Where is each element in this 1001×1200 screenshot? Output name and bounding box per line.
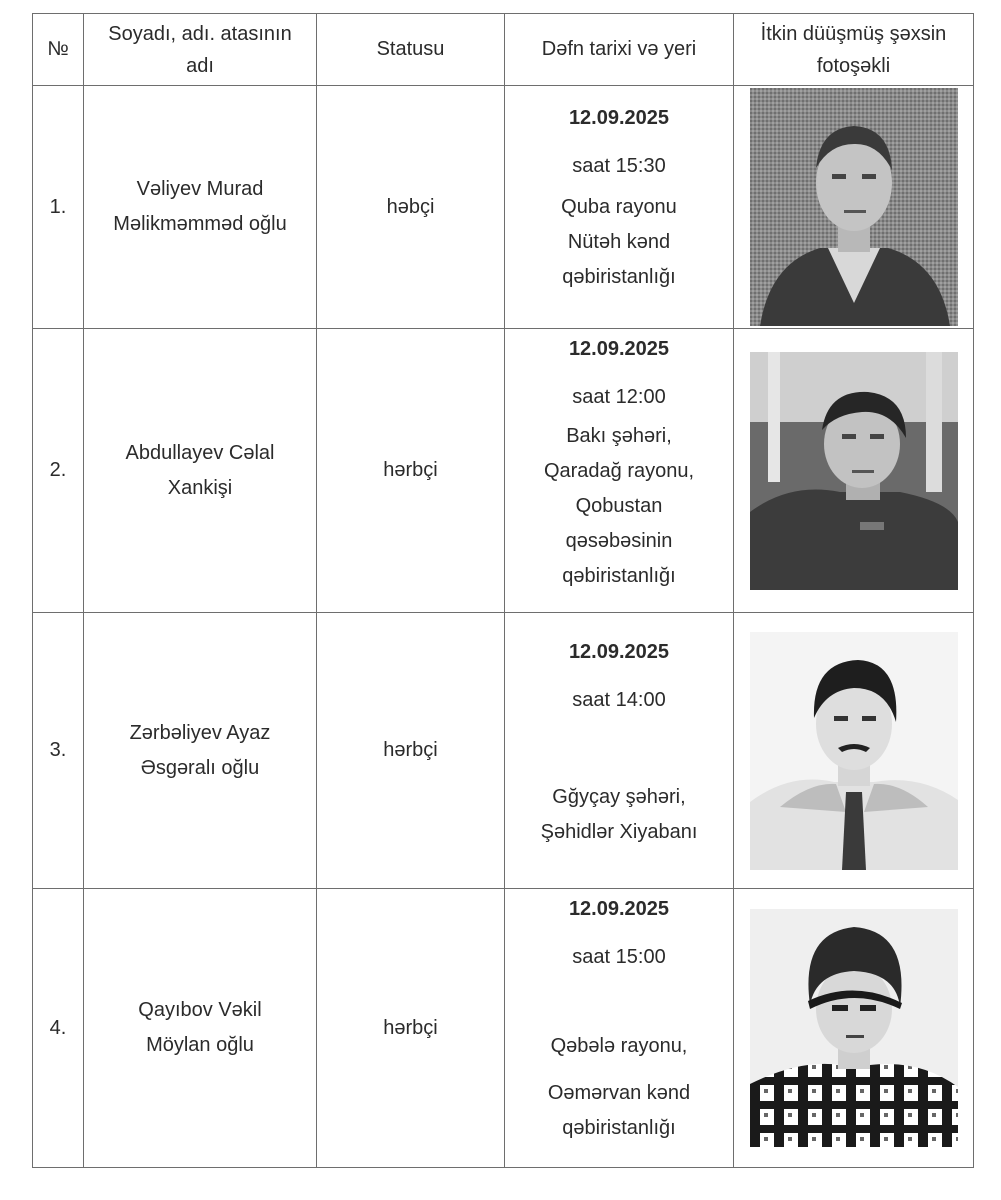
person-name-line: Məlikməmməd oğlu (113, 213, 287, 235)
person-name (84, 613, 317, 889)
person-status: həbçi (317, 86, 505, 329)
table-row (33, 613, 974, 889)
table-row (33, 889, 974, 1168)
burial-place-line: qəsəbəsinin (565, 530, 673, 552)
portrait-photo-icon (750, 632, 958, 870)
person-name-line: Abdullayev Cəlal (125, 441, 275, 464)
table-row (33, 86, 974, 329)
burial-cell (505, 889, 734, 1168)
burial-place-line: Nütəh kənd (567, 231, 671, 253)
person-name-line: Vəliyev Murad (136, 178, 264, 200)
header-photo-line: İtkin düüşmüş şəxsin (760, 22, 947, 45)
header-name-line: Soyadı, adı. atasının (108, 22, 292, 45)
portrait-photo-icon (750, 352, 958, 590)
burial-date: 12.09.2025 (568, 107, 670, 129)
person-name-line: Möylan oğlu (146, 1034, 254, 1056)
row-number: 3. (33, 613, 84, 889)
person-name (84, 329, 317, 613)
header-photo (734, 14, 974, 86)
burial-place-line: Oəmərvan kənd (547, 1082, 691, 1104)
portrait-photo-icon (750, 909, 958, 1147)
burial-place-line: qəbiristanlığı (562, 1117, 676, 1139)
photo-cell (734, 86, 974, 329)
header-row (33, 14, 974, 86)
row-number: 2. (33, 329, 84, 613)
person-name-line: Zərbəliyev Ayaz (129, 721, 271, 744)
burial-place-line: qəbiristanlığı (562, 565, 676, 587)
burial-time: saat 15:00 (572, 946, 666, 968)
burial-table (32, 13, 974, 1168)
header-status: Statusu (317, 14, 505, 86)
person-status: hərbçi (317, 329, 505, 613)
person-name-line: Əsgəralı oğlu (140, 756, 260, 779)
burial-date: 12.09.2025 (568, 338, 670, 360)
burial-place-line: Qobustan (575, 495, 663, 517)
burial-place-line: Quba rayonu (561, 196, 677, 218)
row-number: 1. (33, 86, 84, 329)
portrait-photo-icon (750, 88, 958, 326)
burial-cell (505, 329, 734, 613)
table-row (33, 329, 974, 613)
photo-cell (734, 613, 974, 889)
header-name-line: adı (186, 54, 214, 77)
burial-place-line: Qaradağ rayonu, (543, 460, 695, 482)
person-name-line: Xankişi (167, 476, 233, 499)
header-number: № (33, 14, 84, 86)
burial-place-line: Qəbələ rayonu, (550, 1035, 688, 1057)
row-number: 4. (33, 889, 84, 1168)
burial-place-line: qəbiristanlığı (562, 266, 676, 288)
person-name (84, 86, 317, 329)
burial-place-line: Bakı şəhəri, (566, 425, 672, 447)
person-name-line: Qayıbov Vəkil (138, 999, 262, 1021)
burial-place-line: Şəhidlər Xiyabanı (540, 821, 698, 843)
header-burial: Dəfn tarixi və yeri (505, 14, 734, 86)
person-status: hərbçi (317, 889, 505, 1168)
burial-time: saat 12:00 (572, 386, 666, 408)
burial-date: 12.09.2025 (568, 898, 670, 920)
photo-cell (734, 889, 974, 1168)
header-name (84, 14, 317, 86)
burial-date: 12.09.2025 (568, 641, 670, 663)
burial-time: saat 15:30 (572, 155, 666, 177)
photo-cell (734, 329, 974, 613)
burial-cell (505, 613, 734, 889)
burial-place-line: Gğyçay şəhəri, (552, 786, 686, 808)
burial-cell (505, 86, 734, 329)
header-photo-line: fotoşəkli (816, 54, 891, 77)
burial-time: saat 14:00 (572, 689, 666, 711)
person-status: hərbçi (317, 613, 505, 889)
person-name (84, 889, 317, 1168)
